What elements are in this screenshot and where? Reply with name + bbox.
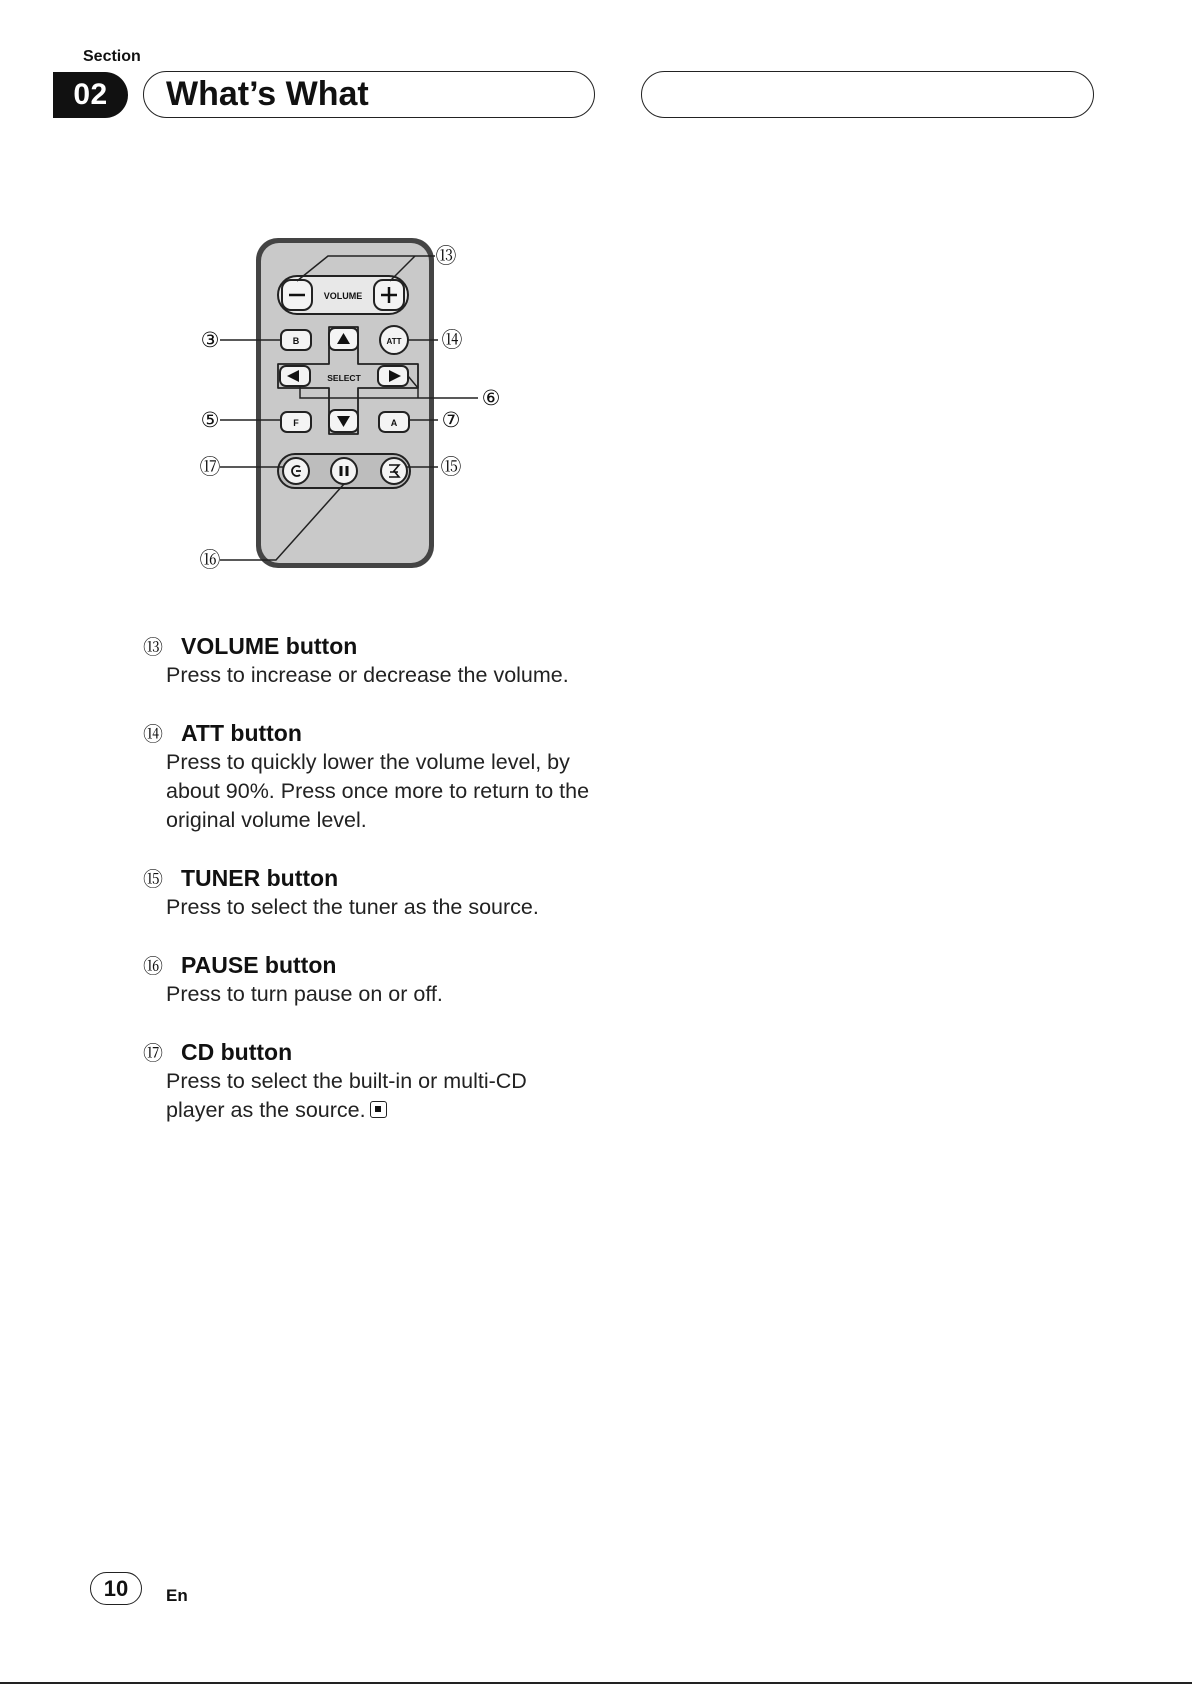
att-button-label: ATT (386, 337, 402, 346)
page-number: 10 (90, 1572, 142, 1605)
pause-icon-left (340, 466, 343, 476)
item-number: ⑮ (143, 869, 163, 891)
b-button-label: B (292, 336, 300, 346)
item-description: Press to select the tuner as the source. (166, 895, 539, 919)
item-att-button (143, 718, 606, 835)
callout-14: ⑭ (441, 329, 463, 352)
item-description: Press to select the built-in or multi-CD player as the source. (166, 1069, 527, 1122)
pause-button (331, 458, 357, 484)
remote-control-illustration (190, 226, 530, 576)
section-label: Section (83, 48, 141, 65)
pause-icon-right (346, 466, 349, 476)
item-title: TUNER button (181, 865, 339, 891)
callout-6: ⑥ (481, 387, 501, 410)
item-description-wrap (166, 1067, 546, 1125)
item-description: Press to quickly lower the volume level, by about 90%. Press once more to return to the original volume level. (166, 750, 590, 832)
a-button-label: A (390, 418, 398, 428)
f-button-label: F (293, 418, 299, 428)
bottom-rule (0, 1682, 1192, 1684)
callout-13: ⑬ (435, 245, 457, 268)
item-title: ATT button (181, 720, 302, 746)
callout-3: ③ (200, 329, 220, 352)
callout-7: ⑦ (441, 409, 461, 432)
item-description: Press to increase or decrease the volume. (166, 663, 569, 687)
callout-5: ⑤ (200, 409, 220, 432)
item-description: Press to turn pause on or off. (166, 982, 443, 1006)
item-pause-button (143, 950, 606, 1009)
callout-16: ⑯ (199, 549, 221, 572)
callout-17: ⑰ (199, 456, 221, 479)
item-number: ⑯ (143, 956, 163, 978)
item-title: PAUSE button (181, 952, 337, 978)
item-number: ⑰ (143, 1043, 163, 1065)
page-title: What’s What (166, 75, 369, 113)
end-of-section-icon (370, 1101, 387, 1118)
section-number-badge: 02 (53, 72, 128, 118)
item-volume-button (143, 631, 606, 690)
item-cd-button (143, 1037, 546, 1125)
volume-label: VOLUME (323, 291, 363, 301)
item-number: ⑬ (143, 637, 163, 659)
item-tuner-button (143, 863, 606, 922)
select-label: SELECT (327, 373, 361, 383)
page-title-box (143, 71, 595, 118)
item-title: CD button (181, 1039, 293, 1065)
empty-header-box (641, 71, 1094, 118)
callout-15: ⑮ (440, 456, 462, 479)
item-title: VOLUME button (181, 633, 358, 659)
language-label: En (166, 1586, 188, 1605)
item-number: ⑭ (143, 724, 163, 746)
